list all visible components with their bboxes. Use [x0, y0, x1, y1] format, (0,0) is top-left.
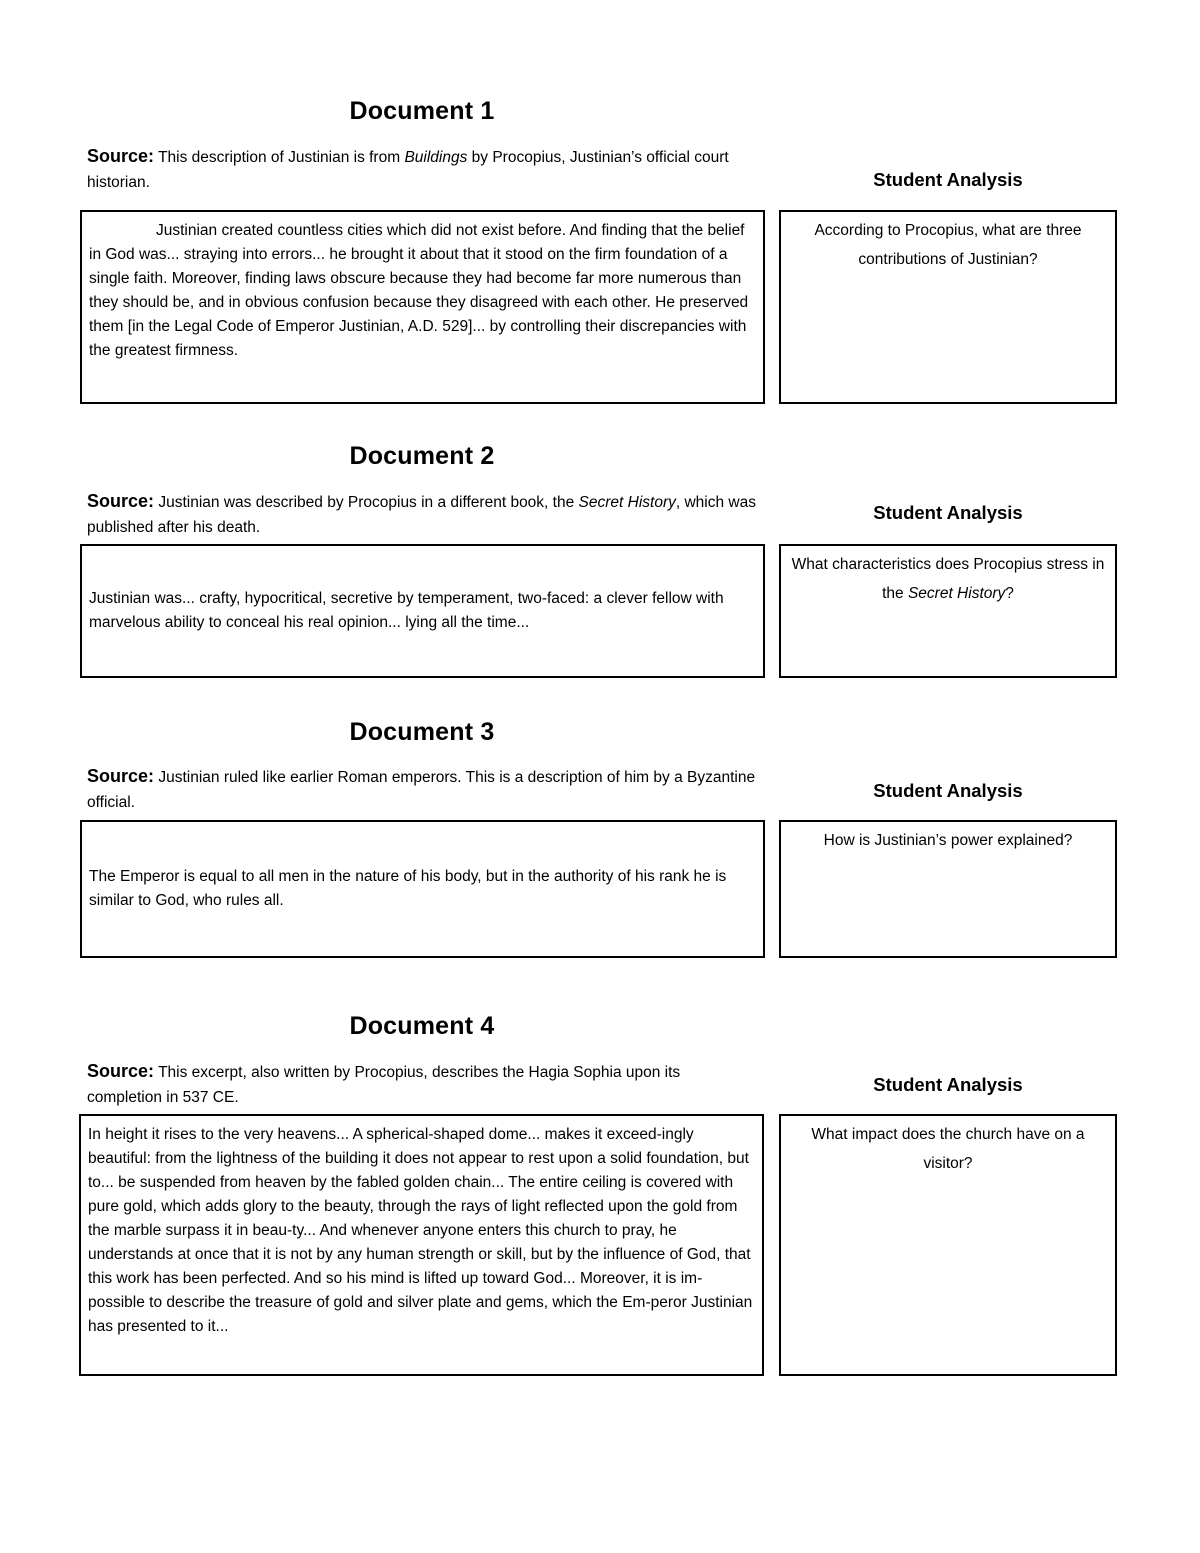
document-3-source [87, 764, 757, 815]
document-1-question: According to Procopius, what are three contributions of Justinian? [814, 222, 1082, 268]
student-analysis-label-2: Student Analysis [873, 502, 1023, 523]
document-3-excerpt: The Emperor is equal to all men in the nature of his body, but in the authority of his rank he is similar to God, who rules all. [89, 868, 727, 909]
document-4-question: What impact does the church have on a visitor? [811, 1126, 1085, 1172]
document-4-title: Document 4 [349, 1012, 495, 1040]
source-book-title: Secret History [578, 494, 676, 511]
document-4-excerpt: In height it rises to the very heavens... A spherical-shaped dome... makes it exceed-ingly beautiful: from the lightness of the building it does not appear to rest upon a solid foundation, but to... be suspended from heaven by the fabled golden chain... The entire ceiling is covered with pure gold, which adds glory to the beauty, through the rays of light reflected upon the gold from the marble surpass it in beau-ty... And whenever anyone enters this church to pray, he understands at once that it is not by any human strength or skill, but by the influence of God, that this work has been perfected. And so his mind is lifted up toward God... Moreover, it is im-possible to describe the treasure of gold and silver plate and gems, which the Em-peror Justinian has presented to it... [88, 1126, 753, 1335]
document-1-source [87, 144, 757, 195]
document-2-excerpt: Justinian was... crafty, hypocritical, secretive by temperament, two-faced: a clever fellow with marvelous ability to conceal his real opinion... lying all the time... [89, 590, 724, 631]
source-label: Source: [87, 766, 155, 786]
source-text: This excerpt, also written by Procopius, describes the Hagia Sophia upon its completion in 537 CE. [87, 1064, 681, 1106]
student-analysis-label-1: Student Analysis [873, 169, 1023, 190]
document-1-excerpt-box [80, 210, 765, 404]
document-2-source [87, 489, 757, 540]
source-book-title: Buildings [404, 149, 468, 166]
document-2-title: Document 2 [349, 442, 495, 470]
source-text: Justinian ruled like earlier Roman emperors. This is a description of him by a Byzantine official. [87, 769, 756, 811]
document-3-excerpt-box [80, 820, 765, 958]
student-analysis-label-3: Student Analysis [873, 780, 1023, 801]
source-text-continued: by Procopius, Justinian’s official court historian. [87, 149, 729, 191]
source-text: This description of Justinian is from [158, 149, 401, 166]
document-4-source [87, 1059, 757, 1110]
document-2-excerpt-box [80, 544, 765, 678]
source-text-continued: , which was published after his death. [87, 494, 756, 536]
question-book-title: Secret History [907, 585, 1006, 602]
source-label: Source: [87, 146, 155, 166]
document-3-title: Document 3 [349, 718, 495, 746]
source-text: Justinian was described by Procopius in a different book, the [158, 494, 575, 511]
document-4-answer-box[interactable] [779, 1114, 1117, 1376]
student-analysis-label-4: Student Analysis [873, 1074, 1023, 1095]
document-1-answer-box[interactable] [779, 210, 1117, 404]
document-2-question: What characteristics does Procopius stress in the Secret History? [791, 556, 1105, 602]
document-1-excerpt: Justinian created countless cities which did not exist before. And finding that the belief in God was... straying into errors... he brought it about that it stood on the firm foundation of a single faith. Moreover, finding laws obscure because they had become far more numerous than they should be, and in obvious confusion because they disagreed with each other. He preserved them [in the Legal Code of Emperor Justinian, A.D. 529]... by controlling their discrepancies with the greatest firmness. [89, 222, 749, 359]
document-1-title: Document 1 [349, 97, 495, 125]
document-3-question: How is Justinian’s power explained? [823, 832, 1073, 849]
document-3-answer-box[interactable] [779, 820, 1117, 958]
source-label: Source: [87, 1061, 155, 1081]
document-2-answer-box[interactable] [779, 544, 1117, 678]
source-label: Source: [87, 491, 155, 511]
document-4-excerpt-box [79, 1114, 764, 1376]
